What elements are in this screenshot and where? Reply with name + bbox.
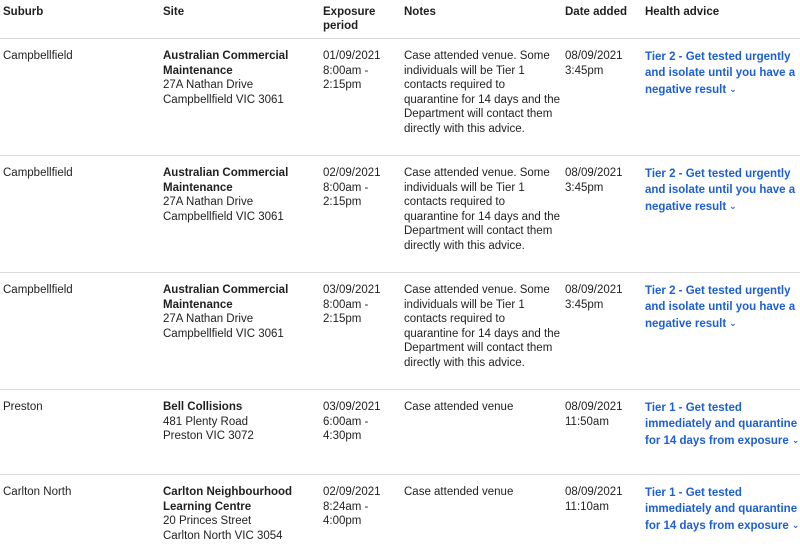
header-site: Site	[163, 6, 185, 18]
exposure-cell: 02/09/2021 8:24am - 4:00pm	[323, 486, 381, 527]
notes-cell: Case attended venue	[404, 401, 514, 413]
site-cell	[160, 475, 320, 551]
site-name: Carlton Neighbourhood Learning Centre	[163, 486, 293, 513]
site-address-line-1: 27A Nathan Drive	[163, 196, 254, 208]
suburb-cell: Campbellfield	[3, 50, 73, 62]
site-cell	[160, 156, 320, 272]
health-advice-cell	[642, 273, 800, 389]
chevron-down-icon: ⌄	[729, 318, 737, 328]
site-address-line-1: 27A Nathan Drive	[163, 79, 254, 91]
health-advice-toggle[interactable]	[645, 51, 795, 96]
health-advice-toggle[interactable]	[645, 402, 799, 447]
site-address-line-2: Campbellfield VIC 3061	[163, 93, 284, 106]
site-address-line-2: Campbellfield VIC 3061	[163, 327, 284, 340]
date-added-cell: 08/09/2021 3:45pm	[565, 167, 623, 194]
suburb-cell: Campbellfield	[3, 284, 73, 296]
table-row	[0, 273, 800, 390]
exposure-cell: 03/09/2021 6:00am - 4:30pm	[323, 401, 381, 442]
chevron-down-icon: ⌄	[729, 201, 737, 211]
suburb-cell: Campbellfield	[3, 167, 73, 179]
header-suburb: Suburb	[3, 6, 44, 18]
exposure-cell: 03/09/2021 8:00am - 2:15pm	[323, 284, 381, 325]
chevron-down-icon: ⌄	[791, 435, 800, 445]
health-advice-toggle[interactable]	[645, 487, 799, 532]
chevron-down-icon: ⌄	[791, 520, 800, 530]
site-address-line-1: 20 Princes Street	[163, 515, 252, 527]
site-cell	[160, 39, 320, 155]
notes-cell: Case attended venue. Some individuals will be Tier 1 contacts required to quarantine for 14 days and the Department will contact them directly with this advice.	[404, 284, 561, 369]
site-name: Bell Collisions	[163, 401, 243, 413]
health-advice-toggle[interactable]	[645, 168, 795, 213]
table-row	[0, 156, 800, 273]
suburb-cell: Preston	[3, 401, 43, 413]
chevron-down-icon: ⌄	[729, 84, 737, 94]
health-advice-toggle[interactable]	[645, 285, 795, 330]
site-address-line-2: Preston VIC 3072	[163, 430, 254, 442]
exposure-cell: 02/09/2021 8:00am - 2:15pm	[323, 167, 381, 208]
site-address-line-1: 27A Nathan Drive	[163, 313, 254, 325]
site-address-line-2: Carlton North VIC 3054	[163, 529, 283, 542]
date-added-cell: 08/09/2021 3:45pm	[565, 50, 623, 77]
notes-cell: Case attended venue. Some individuals will be Tier 1 contacts required to quarantine for 14 days and the Department will contact them directly with this advice.	[404, 50, 561, 135]
date-added-cell: 08/09/2021 11:50am	[565, 401, 623, 428]
health-advice-text: Tier 2 - Get tested urgently and isolate until you have a negative result	[645, 285, 796, 330]
date-added-cell: 08/09/2021 11:10am	[565, 486, 623, 513]
date-added-cell: 08/09/2021 3:45pm	[565, 284, 623, 311]
health-advice-cell	[642, 156, 800, 272]
health-advice-text: Tier 1 - Get tested immediately and quarantine for 14 days from exposure	[645, 402, 798, 447]
header-health-advice: Health advice	[645, 6, 720, 18]
health-advice-text: Tier 2 - Get tested urgently and isolate until you have a negative result	[645, 51, 796, 96]
table-row	[0, 390, 800, 475]
exposure-cell: 01/09/2021 8:00am - 2:15pm	[323, 50, 381, 91]
table-row	[0, 39, 800, 156]
site-cell	[160, 390, 320, 474]
site-cell	[160, 273, 320, 389]
site-name: Australian Commercial Maintenance	[163, 50, 289, 77]
health-advice-cell	[642, 475, 800, 551]
notes-cell: Case attended venue	[404, 486, 514, 498]
header-exposure: Exposure period	[323, 6, 376, 32]
site-address-line-1: 481 Plenty Road	[163, 415, 249, 428]
health-advice-cell	[642, 390, 800, 474]
site-name: Australian Commercial Maintenance	[163, 284, 289, 311]
health-advice-text: Tier 1 - Get tested immediately and quarantine for 14 days from exposure	[645, 487, 798, 532]
site-address-line-2: Campbellfield VIC 3061	[163, 210, 284, 223]
health-advice-text: Tier 2 - Get tested urgently and isolate until you have a negative result	[645, 168, 796, 213]
suburb-cell: Carlton North	[3, 486, 72, 498]
table-header	[0, 0, 800, 39]
site-name: Australian Commercial Maintenance	[163, 167, 289, 194]
header-notes: Notes	[404, 6, 436, 18]
header-date-added: Date added	[565, 6, 627, 18]
notes-cell: Case attended venue. Some individuals will be Tier 1 contacts required to quarantine for 14 days and the Department will contact them directly with this advice.	[404, 167, 561, 252]
table-row	[0, 475, 800, 551]
health-advice-cell	[642, 39, 800, 155]
